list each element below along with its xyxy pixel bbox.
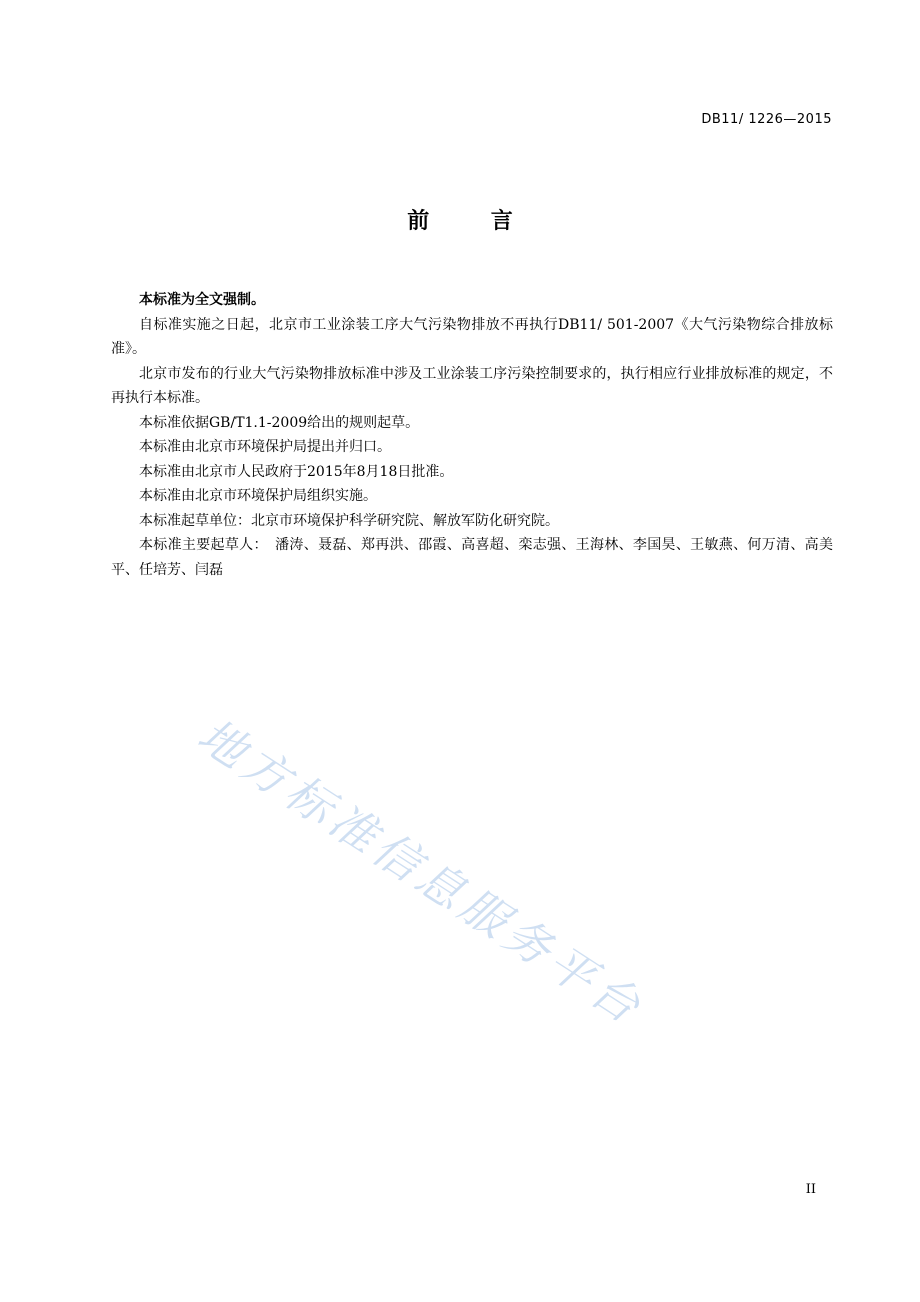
paragraph-proposer: 本标准由北京市环境保护局提出并归口。: [139, 439, 391, 455]
paragraph-industry-standards: 北京市发布的行业大气污染物排放标准中涉及工业涂装工序污染控制要求的，执行相应行业排放标准的规定，不再执行本标准。: [111, 365, 833, 406]
watermark: 地方标准信息服务平台: [188, 707, 655, 1037]
document-body: [111, 288, 833, 582]
page-title: 前 言: [407, 209, 533, 234]
paragraph-drafting-rules: 本标准依据GB/T1.1-2009给出的规则起草。: [139, 414, 420, 431]
paragraph-replacement-notice: 自标准实施之日起，北京市工业涂装工序大气污染物排放不再执行DB11/ 501-2007《大气污染物综合排放标准》。: [111, 316, 833, 357]
document-code: DB11/ 1226—2015: [701, 112, 832, 127]
paragraph-drafters: 本标准主要起草人： 潘涛、聂磊、郑再洪、邵霞、高喜超、栾志强、王海林、李国昊、王敏燕、何万清、高美平、任培芳、闫磊: [111, 537, 833, 578]
paragraph-approval: 本标准由北京市人民政府于2015年8月18日批准。: [139, 463, 454, 480]
mandatory-statement: 本标准为全文强制。: [139, 292, 265, 308]
paragraph-drafting-units: 本标准起草单位：北京市环境保护科学研究院、解放军防化研究院。: [139, 512, 559, 529]
paragraph-implementation: 本标准由北京市环境保护局组织实施。: [139, 488, 377, 504]
page-number: II: [805, 1182, 816, 1197]
